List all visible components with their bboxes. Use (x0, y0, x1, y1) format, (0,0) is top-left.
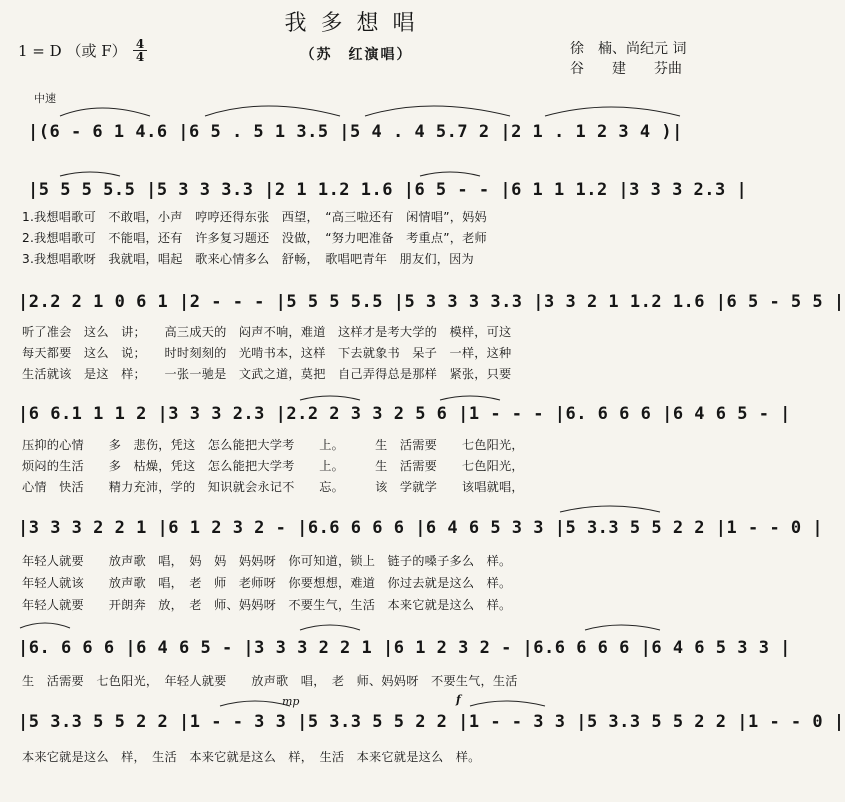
lyric-line-verse-1: 1.我想唱歌可 不敢唱，小声 哼哼还得东张 西望， “高三啦还有 闲情唱”，妈妈 (22, 210, 487, 224)
notation-row-1: |5 5 5 5.5 |5 3 3 3.3 |2 1 1.2 1.6 |6 5 - - |6 1 1 1.2 |3 3 3 2.3 | (28, 180, 748, 200)
key-signature: 1 = D （或 F） (18, 42, 127, 60)
lyric-line-verse-2: 每天都要 这么 说； 时时刻刻的 光啃书本，这样 下去就象书 呆子 一样，这种 (22, 346, 512, 360)
lyric-line-refrain: 生 活需要 七色阳光， 年轻人就要 放声歌 唱， 老 师、妈妈呀 不要生气，生活 (22, 674, 518, 688)
lyric-line-ending: 本来它就是这么 样， 生活 本来它就是这么 样， 生活 本来它就是这么 样。 (22, 750, 481, 764)
composer-credit: 谷 建 芬曲 (570, 61, 682, 77)
time-signature-numerator: 4 (133, 38, 147, 51)
lyric-line-verse-2: 烦闷的生活 多 枯燥，凭这 怎么能把大学考 上。 生 活需要 七色阳光， (22, 459, 524, 473)
dynamic-f: f (456, 693, 461, 706)
lyric-line-verse-2: 2.我想唱歌可 不能唱，还有 许多复习题还 没做， “努力吧准备 考重点”，老师 (22, 231, 487, 245)
dynamic-mp: mp (282, 695, 300, 708)
singer-credit: （苏 红演唱） (300, 47, 413, 63)
song-title: 我多想唱 (284, 11, 429, 36)
notation-row-5: |6. 6 6 6 |6 4 6 5 - |3 3 3 2 2 1 |6 1 2 3 2 - |6.6 6 6 6 |6 4 6 5 3 3 | (18, 638, 791, 658)
notation-row-2: |2.2 2 1 0 6 1 |2 - - - |5 5 5 5.5 |5 3 3 3 3.3 |3 3 2 1 1.2 1.6 |6 5 - 5 5 | (18, 292, 845, 312)
lyric-line-verse-3: 3.我想唱歌呀 我就唱，唱起 歌来心情多么 舒畅， 歌唱吧青年 朋友们，因为 (22, 252, 474, 266)
notation-row-intro: |(6 - 6 1 4.6 |6 5 . 5 1 3.5 |5 4 . 4 5.7 2 |2 1 . 1 2 3 4 )| (28, 122, 683, 142)
lyric-line-verse-1: 听了准会 这么 讲； 高三成天的 闷声不响，难道 这样才是考大学的 模样，可这 (22, 325, 512, 339)
lyric-line-verse-3: 生活就该 是这 样； 一张一驰是 文武之道，莫把 自己弄得总是那样 紧张，只要 (22, 367, 512, 381)
notation-row-4: |3 3 3 2 2 1 |6 1 2 3 2 - |6.6 6 6 6 |6 4 6 5 3 3 |5 3.3 5 5 2 2 |1 - - 0 | (18, 518, 824, 538)
lyric-line-verse-1: 年轻人就要 放声歌 唱， 妈 妈 妈妈呀 你可知道，锁上 链子的嗓子多么 样。 (22, 554, 512, 568)
notation-row-6: |5 3.3 5 5 2 2 |1 - - 3 3 |5 3.3 5 5 2 2 |1 - - 3 3 |5 3.3 5 5 2 2 |1 - - 0 | (18, 712, 845, 732)
tempo-marking: 中速 (34, 92, 56, 105)
notation-row-3: |6 6.1 1 1 2 |3 3 3 2.3 |2.2 2 3 3 2 5 6 |1 - - - |6. 6 6 6 |6 4 6 5 - | (18, 404, 791, 424)
lyric-line-verse-1: 压抑的心情 多 悲伤，凭这 怎么能把大学考 上。 生 活需要 七色阳光， (22, 438, 524, 452)
time-signature-denominator: 4 (135, 50, 145, 64)
lyricist-credit: 徐 楠、尚纪元 词 (570, 41, 687, 57)
lyric-line-verse-3: 年轻人就要 开朗奔 放， 老 师、妈妈呀 不要生气，生活 本来它就是这么 样。 (22, 598, 512, 612)
lyric-line-verse-3: 心情 快活 精力充沛，学的 知识就会永记不 忘。 该 学就学 该唱就唱， (22, 480, 524, 494)
lyric-line-verse-2: 年轻人就该 放声歌 唱， 老 师 老师呀 你要想想，难道 你过去就是这么 样。 (22, 576, 512, 590)
